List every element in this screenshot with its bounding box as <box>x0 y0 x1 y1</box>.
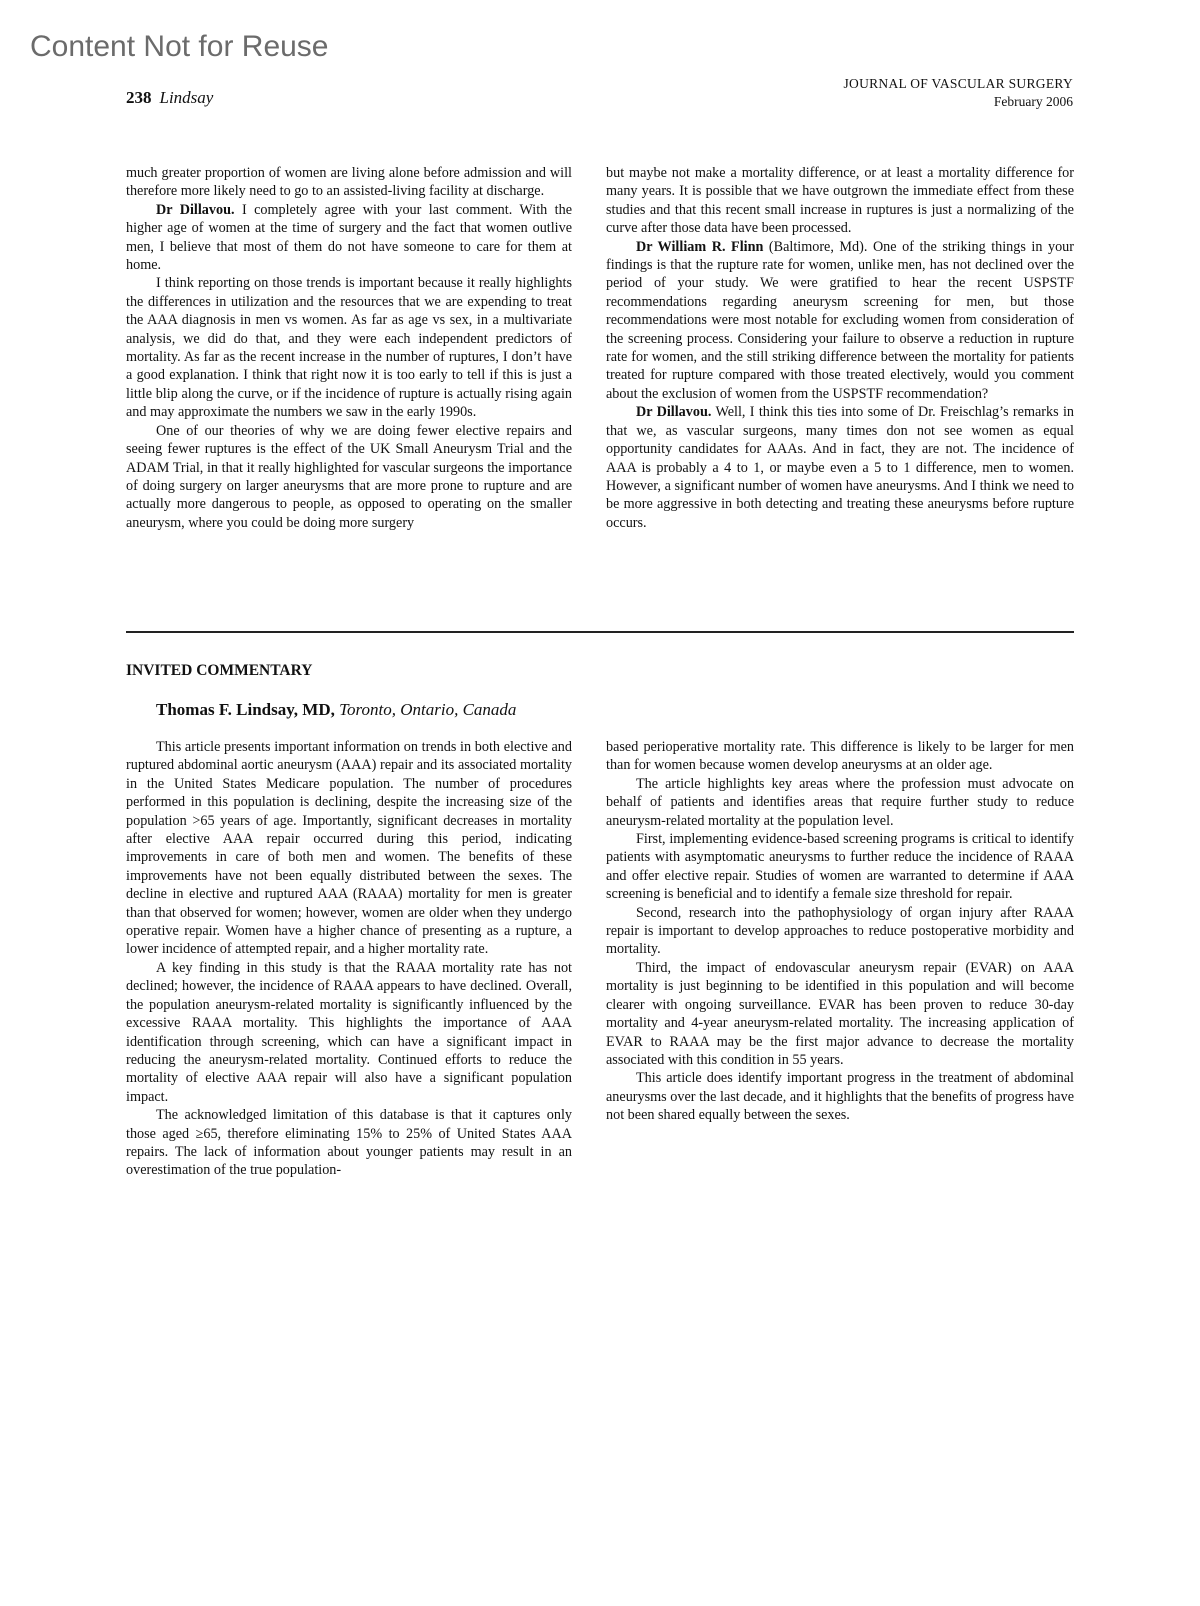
discussion-right-column <box>606 164 1074 532</box>
watermark: Content Not for Reuse <box>30 30 329 63</box>
section-title: INVITED COMMENTARY <box>126 662 313 679</box>
commentary-paragraph: based perioperative mortality rate. This difference is likely to be larger for men than for women because women develop aneurysms at an older age. <box>606 739 1074 774</box>
paragraph-text: I completely agree with your last comment. With the higher age of women at the time of surgery and the fact that women outlive men, I believe that most of them do not have someone to care for them at home. <box>126 201 572 274</box>
journal-title: JOURNAL OF VASCULAR SURGERY <box>843 76 1073 91</box>
commentary-right-column <box>606 738 1074 1125</box>
commentary-paragraph: The article highlights key areas where the profession must advocate on behalf of patients and identifies areas that require further study to reduce aneurysm-related mortality at the population level. <box>606 775 1074 829</box>
paragraph-text: much greater proportion of women are living alone before admission and will therefore more likely need to go to an assisted-living facility at discharge. <box>126 165 572 200</box>
commentary-author: Thomas F. Lindsay, MD, <box>156 700 335 719</box>
commentary-paragraph: This article does identify important progress in the treatment of abdominal aneurysms over the last decade, and it highlights that the benefits of progress have not been shared equally between the sexes. <box>606 1070 1074 1124</box>
running-author: Lindsay <box>159 88 214 107</box>
commentary-paragraph: This article presents important information on trends in both elective and ruptured abdominal aortic aneurysm (AAA) repair and its associated mortality in the United States Medicare population. The number of procedures performed in this population is declining, despite the increasing size of the population >65 years of age. Importantly, significant decreases in mortality after elective AAA repair occurred during this period, indicating improvements in care of both men and women. The benefits of these improvements have not been equally distributed between the sexes. The decline in elective and ruptured AAA (RAAA) mortality for men is greater than that observed for women; however, women are older when they undergo operative repair. Women have a higher chance of presenting as a rupture, a lower incidence of attempted repair, and a higher mortality rate. <box>126 739 572 958</box>
commentary-paragraph: The acknowledged limitation of this database is that it captures only those aged ≥65, therefore eliminating 15% to 25% of United States AAA repairs. The lack of information about younger patients may result in an overestimation of the true population- <box>126 1107 572 1179</box>
paragraph-text: (Baltimore, Md). One of the striking things in your findings is that the rupture rate for women, unlike men, has not declined over the period of your study. We were gratified to hear the recent USPSTF recommendations regarding aneurysm screening for men, but those recommendations were most notable for excluding women from consideration of the screening process. Considering your failure to observe a reduction in rupture rate for women, and the still striking difference between the mortality for patients treated for rupture compared with those treated electively, would you comment about the exclusion of women from the USPSTF recommendation? <box>606 238 1074 402</box>
discussion-left-column <box>126 164 572 532</box>
discussion-paragraph <box>606 164 1074 238</box>
paragraph-text: One of our theories of why we are doing fewer elective repairs and seeing fewer ruptures is the effect of the UK Small Aneurysm Trial and the ADAM Trial, in that it really highlighted for vascular surgeons the importance of doing surgery on larger aneurysms that are more prone to rupture and are actually more dangerous to people, as opposed to operating on the smaller aneurysm, where you could be doing more surgery <box>126 422 572 531</box>
discussion-paragraph <box>126 164 572 201</box>
commentary-paragraph: Third, the impact of endovascular aneurysm repair (EVAR) on AAA mortality is just beginning to be identified in this population and will become clearer with ongoing surveillance. EVAR has been proven to reduce 30-day mortality and 4-year aneurysm-related mortality. The increasing application of EVAR to RAAA may be the first major advance to decrease the mortality associated with this condition in 55 years. <box>606 959 1074 1068</box>
speaker-name: Dr Dillavou. <box>636 404 712 421</box>
commentary-paragraph: First, implementing evidence-based screening programs is critical to identify patients with asymptomatic aneurysms to further reduce the incidence of RAAA and offer elective repair. Studies of women are warranted to determine if AAA screening is beneficial and to identify a female size threshold for repair. <box>606 831 1074 903</box>
issue-date: February 2006 <box>993 94 1073 109</box>
paragraph-text: Well, I think this ties into some of Dr. Freischlag’s remarks in that we, as vascular surgeons, many times don not see women as equal opportunity candidates for AAAs. And in fact, they are not. The incidence of AAA is probably a 4 to 1, or maybe even a 5 to 1 difference, men to women. However, a significant number of women have aneurysms. And I think we need to be more aggressive in both detecting and treating these aneurysms before rupture occurs. <box>606 404 1074 531</box>
commentary-byline <box>156 700 516 720</box>
discussion-paragraph <box>606 238 1074 404</box>
commentary-paragraph: Second, research into the pathophysiology of organ injury after RAAA repair is important to develop approaches to reduce postoperative morbidity and mortality. <box>606 904 1074 958</box>
paragraph-text: but maybe not make a mortality difference, or at least a mortality difference for many years. It is possible that we have outgrown the immediate effect from these studies and that this recent small increase in ruptures is just a normalizing of the curve after those data have been processed. <box>606 165 1074 237</box>
discussion-paragraph <box>606 403 1074 532</box>
discussion-paragraph <box>126 274 572 421</box>
running-header-right <box>843 75 1073 111</box>
speaker-name: Dr Dillavou. <box>156 201 235 218</box>
speaker-name: Dr William R. Flinn <box>636 238 764 255</box>
discussion-paragraph <box>126 201 572 275</box>
discussion-paragraph <box>126 422 572 532</box>
commentary-paragraph: A key finding in this study is that the RAAA mortality rate has not declined; however, the incidence of RAAA appears to have declined. Overall, the population aneurysm-related mortality is significantly influenced by the excessive RAAA mortality. This highlights the importance of AAA identification through screening, which can have a significant impact in reducing the aneurysm-related mortality. Continued efforts to reduce the mortality of elective AAA repair will also have a significant population impact. <box>126 959 572 1105</box>
paragraph-text: I think reporting on those trends is important because it really highlights the differences in utilization and the resources that we are expending to treat the AAA diagnosis in men vs women. As far as age vs sex, in a multivariate analysis, we did do that, and they were each independent predictors of mortality. As far as the recent increase in the number of ruptures, I don’t have a good explanation. I think that right now it is too early to tell if this is just a little blip along the curve, or if the incidence of rupture is actually rising again and may approximate the numbers we saw in the early 1990s. <box>126 275 572 421</box>
page-number: 238 <box>126 88 152 107</box>
commentary-location: Toronto, Ontario, Canada <box>339 700 517 719</box>
running-header-left <box>126 88 213 108</box>
commentary-left-column <box>126 738 572 1180</box>
section-divider <box>126 631 1074 633</box>
